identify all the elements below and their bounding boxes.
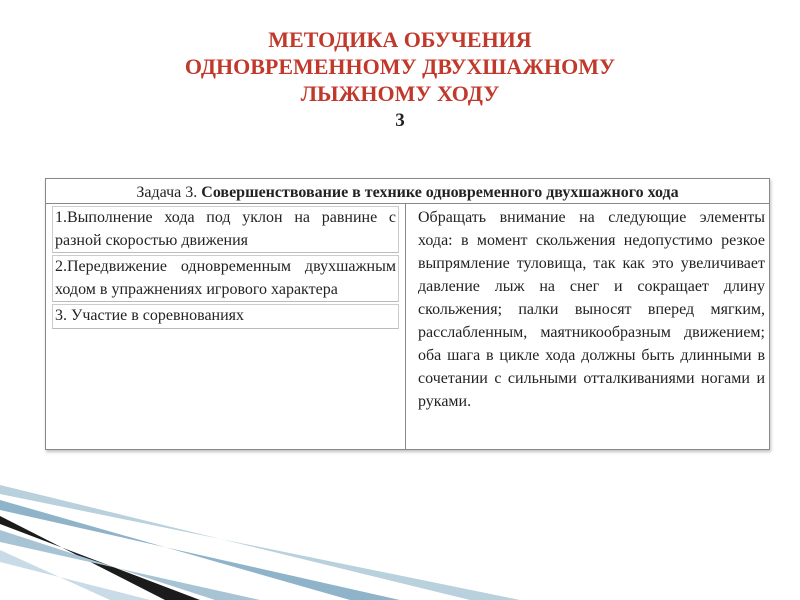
guidance-column (406, 204, 769, 450)
decorative-stripes (0, 480, 800, 600)
slide-title (0, 26, 800, 134)
table-body (46, 204, 769, 450)
title-line-2: ОДНОВРЕМЕННОМУ ДВУХШАЖНОМУ (184, 54, 616, 79)
exercise-item: 2.Передвижение одновременным двухшажным ходом в упражнениях игрового характера (52, 255, 399, 302)
task-table (45, 178, 770, 450)
title-line-1: МЕТОДИКА ОБУЧЕНИЯ (268, 27, 532, 52)
guidance-text: Обращать внимание на следующие элементы хода: в момент скольжения недопустимо резкое выпрямление туловища, так как это увеличивает давление лыж на снег и сокращает длину скольжения; палки выносят вперед мягким, расслабленным, маятникообразным движением; оба шага в цикле хода должны быть длинными в сочетании с сильными отталкиваниями ногами и руками. (418, 209, 765, 410)
table-header-title: Совершенствование в технике одновременного двухшажного хода (201, 184, 679, 201)
exercise-item: 3. Участие в соревнованиях (52, 304, 399, 329)
table-header-prefix: Задача 3. (136, 184, 198, 201)
exercise-item: 1.Выполнение хода под уклон на равнине с разной скоростью движения (52, 206, 399, 253)
exercises-column (46, 204, 406, 450)
title-number: 3 (395, 110, 405, 131)
stripe-light-3 (0, 530, 260, 600)
table-header (46, 179, 769, 204)
title-line-3: ЛЫЖНОМУ ХОДУ (300, 81, 500, 106)
